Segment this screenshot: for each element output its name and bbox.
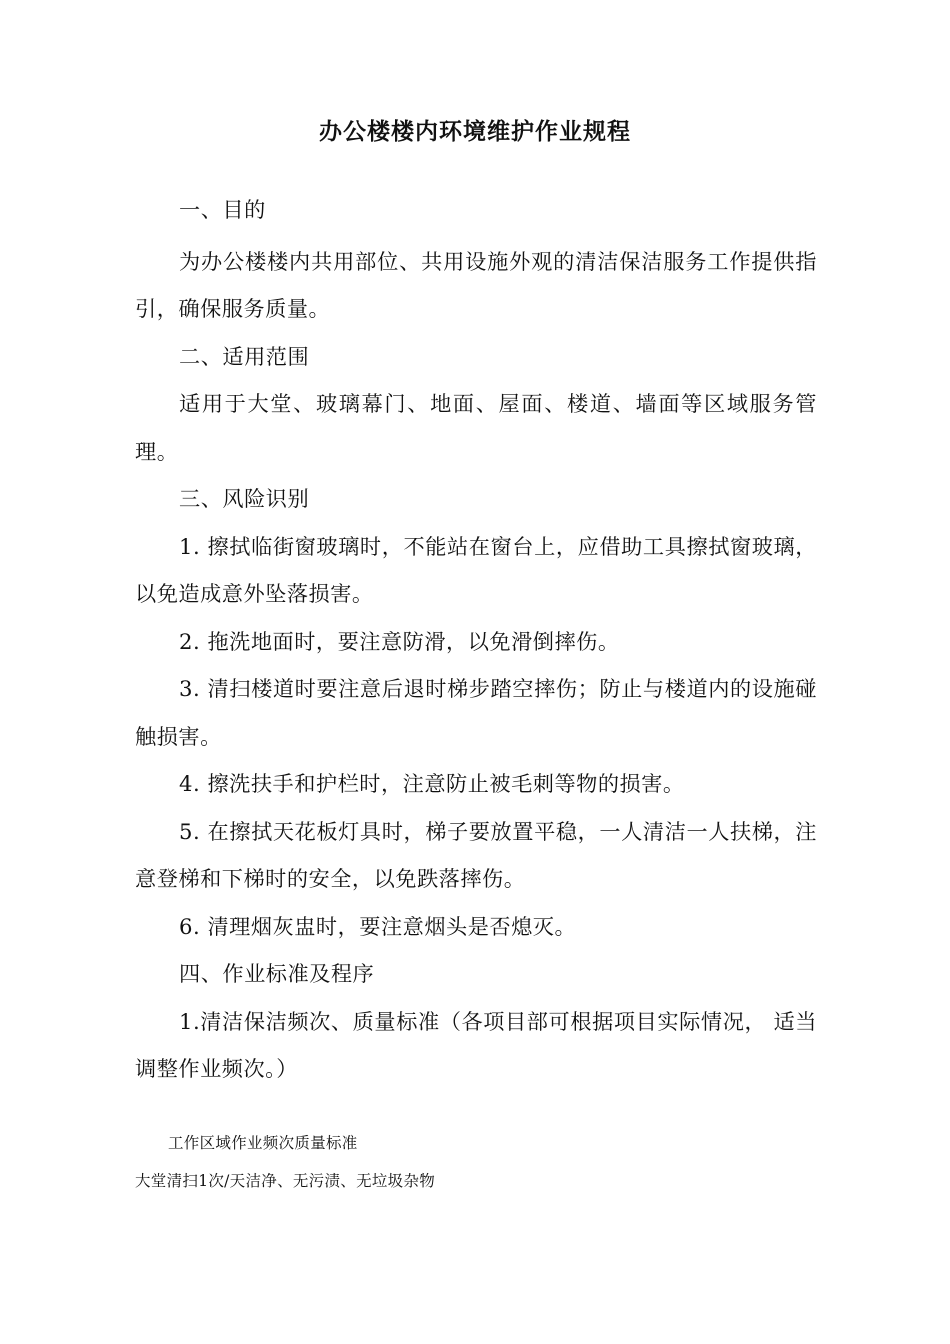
- standards-item-1: 1.清洁保洁频次、质量标准（各项目部可根据项目实际情况， 适当调整作业频次。）: [135, 1008, 817, 1081]
- table-header: 工作区域作业频次质量标准: [168, 1134, 358, 1152]
- risk-item-3: 3. 清扫楼道时要注意后退时梯步踏空摔伤；防止与楼道内的设施碰触损害。: [135, 676, 817, 749]
- risk-item-5: 5. 在擦拭天花板灯具时，梯子要放置平稳，一人清洁一人扶梯，注意登梯和下梯时的安全，以免跌落摔伤。: [135, 818, 817, 891]
- table-row: 大堂清扫1次/天洁净、无污渍、无垃圾杂物: [135, 1172, 436, 1190]
- paragraph-scope: 适用于大堂、玻璃幕门、地面、屋面、楼道、墙面等区域服务管理。: [135, 391, 817, 464]
- paragraph-purpose: 为办公楼楼内共用部位、共用设施外观的清洁保洁服务工作提供指引，确保服务质量。: [135, 248, 817, 321]
- risk-item-2: 2. 拖洗地面时，要注意防滑，以免滑倒摔伤。: [179, 628, 620, 654]
- section-heading-risk: 三、风险识别: [179, 486, 310, 511]
- risk-item-6: 6. 清理烟灰盅时，要注意烟头是否熄灭。: [179, 913, 577, 939]
- section-heading-standards: 四、作业标准及程序: [179, 961, 375, 986]
- section-heading-scope: 二、适用范围: [179, 343, 310, 369]
- document-body: [135, 186, 817, 1093]
- risk-item-4: 4. 擦洗扶手和护栏时，注意防止被毛刺等物的损害。: [179, 771, 685, 796]
- risk-item-1: 1. 擦拭临街窗玻璃时，不能站在窗台上，应借助工具擦拭窗玻璃，以免造成意外坠落损害。: [135, 533, 817, 606]
- section-heading-purpose: 一、目的: [179, 197, 266, 222]
- document-title: 办公楼楼内环境维护作业规程: [319, 119, 631, 145]
